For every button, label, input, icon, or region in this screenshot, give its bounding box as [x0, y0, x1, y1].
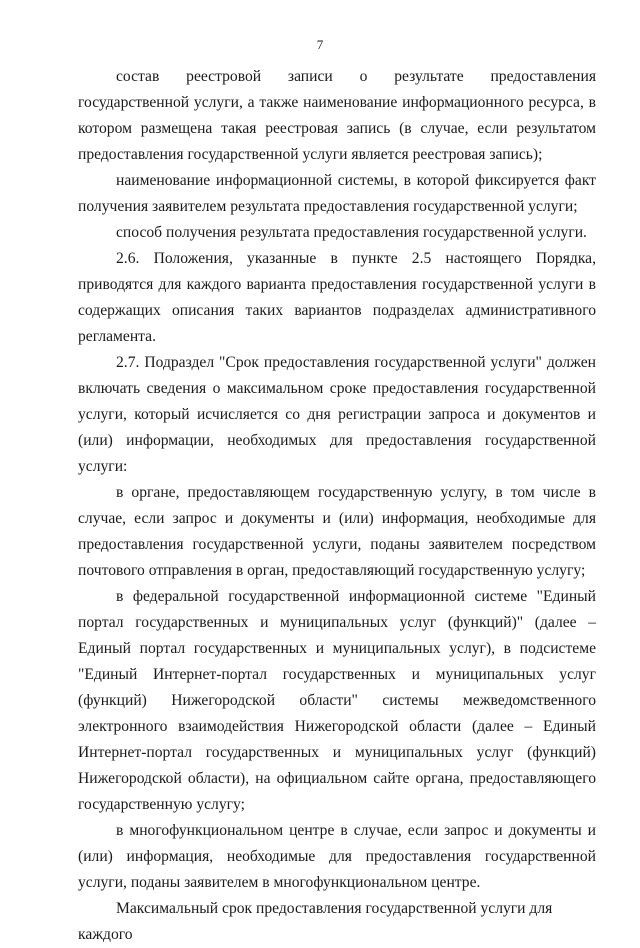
paragraph-result-method: способ получения результата предоставления государственной услуги. — [116, 224, 587, 241]
paragraph-authority: в органе, предоставляющем государственную услугу, в том числе в случае, если запрос и документы и (или) информация, необходимые для предоставления государственной услуги, поданы заявителем посредством почтового отправления в орган, предоставляющий государственную услугу; — [78, 484, 596, 579]
paragraph-information-system: наименование информационной системы, в которой фиксируется факт получения заявителем результата предоставления государственной услуги; — [78, 172, 596, 215]
paragraph-2-7: 2.7. Подраздел "Срок предоставления государственной услуги" должен включать сведения о максимальном сроке предоставления государственной услуги, который исчисляется со дня регистрации запроса и документов и (или) информации, необходимых для предоставления государственной услуги: — [78, 354, 596, 475]
paragraph-multifunctional-center: в многофункциональном центре в случае, если запрос и документы и (или) информация, необходимые для предоставления государственной услуги, поданы заявителем в многофункциональном центре. — [78, 822, 596, 891]
paragraph-federal-portal: в федеральной государственной информационной системе "Единый портал государственных и муниципальных услуг (функций)" (далее – Единый портал государственных и муниципальных услуг), в подсистеме "Единый Интернет-портал государственных и муниципальных услуг (функций) Нижегородской области" системы межведомственного электронного взаимодействия Нижегородской области (далее – Единый Интернет-портал государственных и муниципальных услуг (функций) Нижегородской области), на официальном сайте органа, предоставляющего государственную услугу; — [78, 588, 596, 813]
paragraph-registry-record: состав реестровой записи о результате предоставления государственной услуги, а также наименование информационного ресурса, в котором размещена такая реестровая запись (в случае, если результатом предоставления государственной услуги является реестровая запись); — [78, 68, 596, 163]
page-number: 7 — [316, 37, 324, 52]
paragraph-max-term: Максимальный срок предоставления государственной услуги для каждого — [78, 900, 553, 943]
paragraph-2-6: 2.6. Положения, указанные в пункте 2.5 настоящего Порядка, приводятся для каждого варианта предоставления государственной услуги в содержащих описания таких вариантов подразделах административного регламента. — [78, 250, 596, 345]
document-body — [78, 64, 596, 948]
